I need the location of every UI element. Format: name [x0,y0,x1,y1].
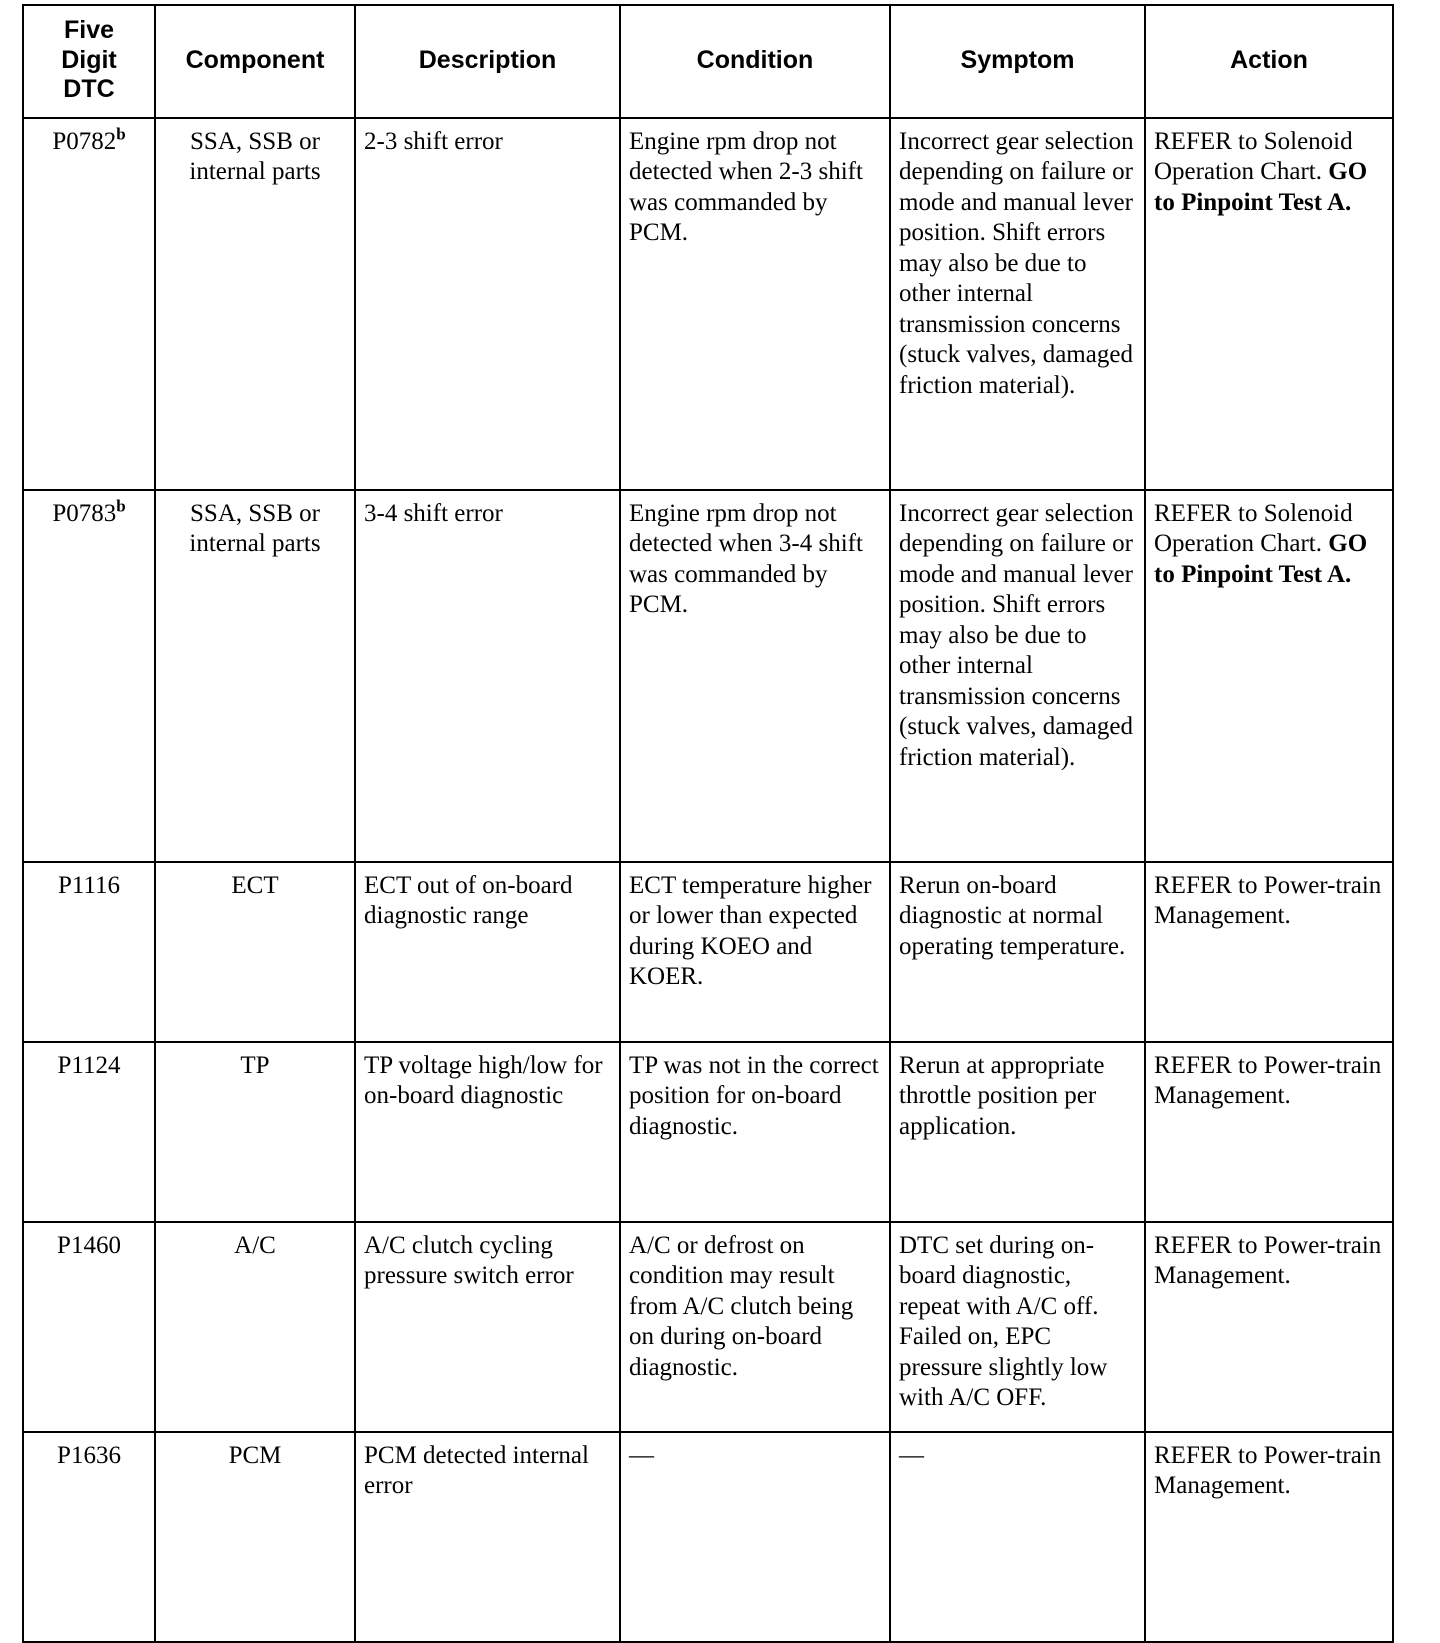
cell-symptom: Rerun on-board diagnostic at normal operating temperature. [890,862,1145,1042]
action-text: REFER to Solenoid Operation Chart. [1154,499,1353,557]
dtc-code: P1124 [57,1051,121,1079]
cell-component: SSA, SSB or internal parts [155,118,355,490]
document-page [0,4,1440,1520]
cell-action [1145,862,1393,1042]
dtc-footnote-marker: b [116,124,126,144]
cell-action [1145,1042,1393,1222]
cell-description: 3-4 shift error [355,490,620,862]
cell-symptom: Incorrect gear selection depending on failure or mode and manual lever position. Shift errors may also be due to other internal transmission concerns (stuck valves, damaged friction material). [890,490,1145,862]
cell-dtc [23,1222,155,1432]
cell-dtc [23,1432,155,1642]
cell-component: ECT [155,862,355,1042]
cell-description: A/C clutch cycling pressure switch error [355,1222,620,1432]
dtc-table [22,4,1394,1643]
action-text: REFER to Power-train Management. [1154,871,1382,929]
cell-condition: TP was not in the correct position for on-board diagnostic. [620,1042,890,1222]
dtc-code: P1460 [57,1231,121,1259]
table-header-row [23,5,1393,118]
column-header-action: Action [1145,5,1393,118]
cell-description: TP voltage high/low for on-board diagnostic [355,1042,620,1222]
dtc-code: P0782 [52,127,117,155]
cell-condition: A/C or defrost on condition may result from A/C clutch being on during on-board diagnostic. [620,1222,890,1432]
action-text: REFER to Solenoid Operation Chart. [1154,127,1353,185]
cell-action [1145,118,1393,490]
action-text: REFER to Power-train Management. [1154,1051,1382,1109]
cell-component: PCM [155,1432,355,1642]
cell-symptom: Rerun at appropriate throttle position per application. [890,1042,1145,1222]
column-header-description: Description [355,5,620,118]
column-header-dtc-line2: Digit [61,45,117,74]
cell-description: 2-3 shift error [355,118,620,490]
cell-action [1145,1222,1393,1432]
column-header-five-digit-dtc [23,5,155,118]
table-row [23,490,1393,862]
table-row [23,1042,1393,1222]
table-header [23,5,1393,118]
action-emphasis: GO to Pinpoint Test A. [1154,158,1368,216]
cell-action [1145,490,1393,862]
cell-component: TP [155,1042,355,1222]
cell-condition: Engine rpm drop not detected when 2-3 shift was commanded by PCM. [620,118,890,490]
column-header-condition: Condition [620,5,890,118]
cell-dtc [23,118,155,490]
action-text: REFER to Power-train Management. [1154,1441,1382,1499]
cell-description: PCM detected internal error [355,1432,620,1642]
cell-dtc [23,490,155,862]
cell-component: SSA, SSB or internal parts [155,490,355,862]
action-emphasis: GO to Pinpoint Test A. [1154,530,1368,588]
cell-dtc [23,1042,155,1222]
cell-symptom: DTC set during on-board diagnostic, repeat with A/C off. Failed on, EPC pressure slightly low with A/C OFF. [890,1222,1145,1432]
table-row [23,1222,1393,1432]
cell-symptom: Incorrect gear selection depending on failure or mode and manual lever position. Shift errors may also be due to other internal transmission concerns (stuck valves, damaged friction material). [890,118,1145,490]
table-row [23,118,1393,490]
dtc-code: P0783 [52,499,117,527]
cell-component: A/C [155,1222,355,1432]
cell-condition: Engine rpm drop not detected when 3-4 shift was commanded by PCM. [620,490,890,862]
table-body [23,118,1393,1642]
dtc-code: P1116 [57,871,121,899]
cell-condition: — [620,1432,890,1642]
column-header-dtc-line1: Five [63,16,115,44]
dtc-footnote-marker: b [116,496,126,516]
column-header-component: Component [155,5,355,118]
column-header-symptom: Symptom [890,5,1145,118]
dtc-code: P1636 [57,1441,121,1469]
cell-dtc [23,862,155,1042]
column-header-dtc-line3: DTC [63,75,115,103]
table-row [23,862,1393,1042]
cell-condition: ECT temperature higher or lower than expected during KOEO and KOER. [620,862,890,1042]
cell-action [1145,1432,1393,1642]
cell-description: ECT out of on-board diagnostic range [355,862,620,1042]
cell-symptom: — [890,1432,1145,1642]
table-row [23,1432,1393,1642]
action-text: REFER to Power-train Management. [1154,1231,1382,1289]
